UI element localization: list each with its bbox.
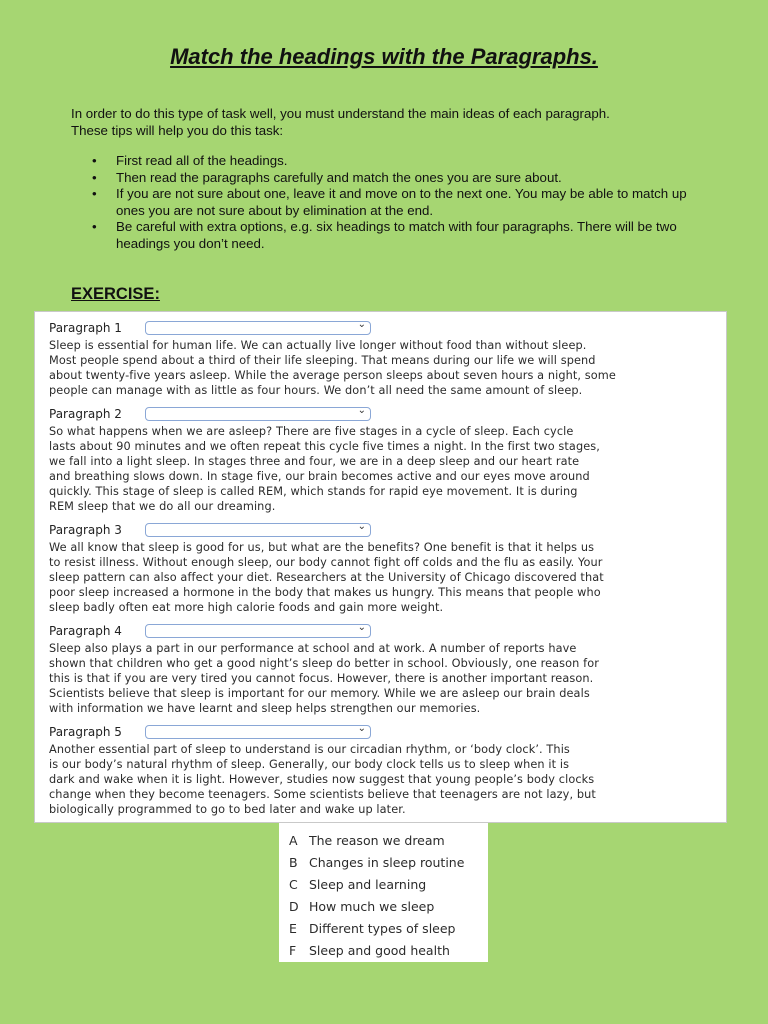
- paragraph-block: [49, 318, 714, 398]
- paragraph-label: Paragraph 2: [49, 406, 122, 421]
- paragraph-block: [49, 621, 714, 716]
- tip-item: [71, 170, 711, 187]
- paragraph-line: REM sleep that we do all our dreaming.: [49, 500, 276, 513]
- paragraph-line: Scientists believe that sleep is important for our memory. While we are asleep our brain deals: [49, 687, 590, 700]
- heading-text: Changes in sleep routine: [309, 854, 465, 870]
- paragraph-block: [49, 520, 714, 615]
- paragraph-block: [49, 722, 714, 817]
- paragraph-text: [49, 540, 714, 615]
- exercise-heading: EXERCISE:: [71, 285, 160, 303]
- paragraph-header: [49, 621, 714, 640]
- paragraph-line: we fall into a light sleep. In stages three and four, we are in a deep sleep and our heart rate: [49, 455, 580, 468]
- heading-option: [279, 851, 488, 873]
- heading-dropdown[interactable]: [145, 621, 371, 638]
- bullet-icon: •: [92, 186, 97, 201]
- tip-item: [71, 153, 711, 170]
- heading-dropdown[interactable]: [145, 404, 371, 421]
- intro-text: [71, 106, 711, 139]
- heading-option: [279, 829, 488, 851]
- intro-line: These tips will help you do this task:: [71, 122, 284, 138]
- heading-option: [279, 873, 488, 895]
- paragraph-label: Paragraph 4: [49, 623, 122, 638]
- tip-text: First read all of the headings.: [116, 153, 288, 168]
- paragraph-text: [49, 641, 714, 716]
- heading-letter: E: [289, 920, 297, 936]
- heading-dropdown[interactable]: [145, 722, 371, 739]
- paragraph-line: is our body’s natural rhythm of sleep. Generally, our body clock tells us to sleep when it is: [49, 758, 570, 771]
- paragraph-line: So what happens when we are asleep? There are five stages in a cycle of sleep. Each cycle: [49, 425, 574, 438]
- tip-text: Then read the paragraphs carefully and match the ones you are sure about.: [116, 169, 562, 185]
- paragraph-line: this is that if you are very tired you cannot focus. However, there is another important reason.: [49, 672, 594, 685]
- paragraph-line: to resist illness. Without enough sleep, our body cannot fight off colds and the flu as easily. Your: [49, 556, 603, 569]
- paragraph-text: [49, 338, 714, 398]
- chevron-down-icon: ⌄: [357, 722, 366, 734]
- headings-list: [279, 823, 488, 962]
- heading-dropdown[interactable]: [145, 520, 371, 537]
- paragraph-line: change when they become teenagers. Some scientists believe that teenagers are not lazy, but: [49, 788, 596, 801]
- paragraph-line: and breathing slows down. In stage five, our brain becomes active and our eyes move around: [49, 470, 590, 483]
- heading-text: Sleep and good health: [309, 942, 450, 958]
- heading-option: [279, 917, 488, 939]
- heading-text: The reason we dream: [309, 832, 445, 848]
- paragraph-line: dark and wake when it is light. However, studies now suggest that young people’s body clocks: [49, 773, 595, 786]
- heading-option: [279, 939, 488, 961]
- intro-line: In order to do this type of task well, you must understand the main ideas of each paragraph.: [71, 106, 610, 121]
- paragraph-line: We all know that sleep is good for us, but what are the benefits? One benefit is that it helps us: [49, 541, 595, 554]
- paragraph-line: Most people spend about a third of their life sleeping. That means during our life we will spend: [49, 354, 596, 367]
- tip-item: [71, 186, 711, 219]
- heading-text: How much we sleep: [309, 898, 435, 914]
- paragraph-line: Sleep also plays a part in our performance at school and at work. A number of reports have: [49, 642, 577, 655]
- tip-text: Be careful with extra options, e.g. six headings to match with four paragraphs. There will be two headings you don’t need.: [116, 219, 677, 251]
- paragraph-header: [49, 318, 714, 337]
- heading-text: Different types of sleep: [309, 920, 456, 936]
- heading-dropdown[interactable]: [145, 318, 371, 335]
- paragraph-line: poor sleep increased a hormone in the body that makes us hungry. This means that people who: [49, 586, 601, 599]
- paragraph-header: [49, 520, 714, 539]
- page-title: Match the headings with the Paragraphs.: [170, 44, 598, 69]
- paragraph-line: Sleep is essential for human life. We can actually live longer without food than without sleep.: [49, 339, 587, 352]
- heading-letter: D: [289, 898, 299, 914]
- heading-letter: A: [289, 832, 298, 848]
- paragraph-line: with information we have learnt and sleep helps strengthen our memories.: [49, 702, 481, 715]
- chevron-down-icon: ⌄: [357, 404, 366, 416]
- paragraph-label: Paragraph 1: [49, 320, 122, 335]
- heading-option: [279, 895, 488, 917]
- paragraph-header: [49, 722, 714, 741]
- paragraph-line: people can manage with as little as four hours. We don’t all need the same amount of sleep.: [49, 384, 583, 397]
- heading-text: Sleep and learning: [309, 876, 427, 892]
- heading-letter: F: [289, 942, 297, 958]
- bullet-icon: •: [92, 153, 97, 168]
- paragraph-line: sleep pattern can also affect your diet. Researchers at the University of Chicago discovered that: [49, 571, 604, 584]
- tips-list: [71, 153, 711, 252]
- paragraph-line: biologically programmed to go to bed later and wake up later.: [49, 803, 406, 816]
- bullet-icon: •: [92, 219, 97, 234]
- paragraph-header: [49, 404, 714, 423]
- chevron-down-icon: ⌄: [357, 621, 366, 633]
- paragraph-line: about twenty-five years asleep. While the average person sleeps about seven hours a night, some: [49, 369, 616, 382]
- chevron-down-icon: ⌄: [357, 318, 366, 330]
- heading-letter: C: [289, 876, 298, 892]
- paragraph-label: Paragraph 3: [49, 522, 122, 537]
- chevron-down-icon: ⌄: [357, 520, 366, 532]
- paragraph-line: quickly. This stage of sleep is called REM, which stands for rapid eye movement. It is during: [49, 485, 578, 498]
- paragraph-text: [49, 424, 714, 514]
- tip-item: [71, 219, 711, 252]
- heading-letter: B: [289, 854, 298, 870]
- paragraph-line: Another essential part of sleep to understand is our circadian rhythm, or ‘body clock’. This: [49, 743, 570, 756]
- paragraph-text: [49, 742, 714, 817]
- bullet-icon: •: [92, 169, 97, 185]
- paragraph-line: lasts about 90 minutes and we often repeat this cycle five times a night. In the first two stages,: [49, 440, 600, 453]
- paragraph-label: Paragraph 5: [49, 724, 122, 739]
- exercise-panel: [34, 311, 727, 823]
- paragraph-line: sleep badly often eat more high calorie foods and gain more weight.: [49, 601, 444, 614]
- paragraph-line: shown that children who get a good night’s sleep do better in school. Obviously, one reason for: [49, 657, 599, 670]
- tip-text: If you are not sure about one, leave it and move on to the next one. You may be able to match up ones you are not sure about by elimination at the end.: [116, 186, 687, 218]
- paragraph-block: [49, 404, 714, 514]
